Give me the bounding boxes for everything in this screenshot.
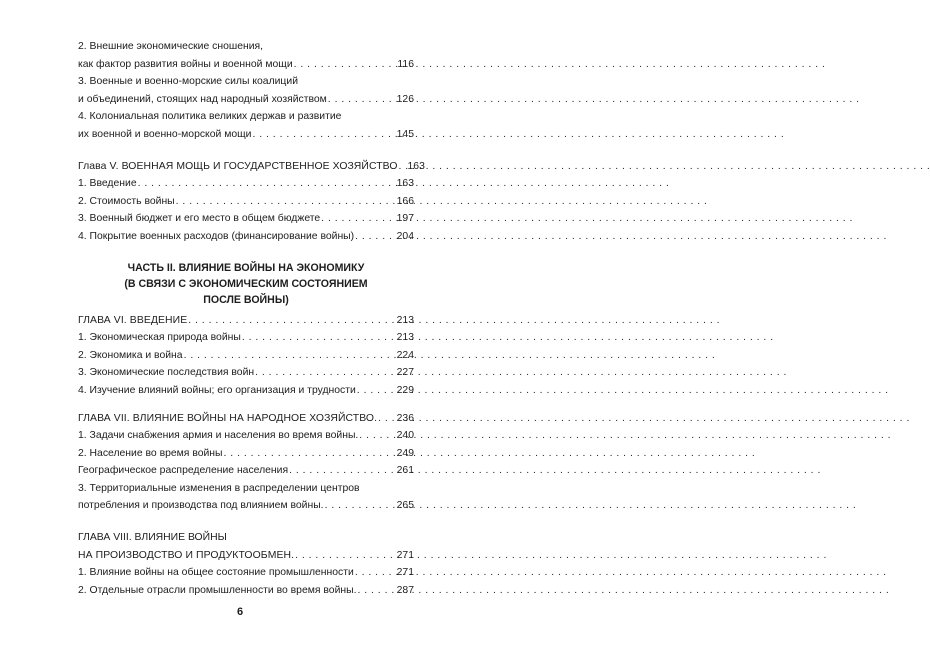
toc-entry-page: 271 bbox=[396, 567, 414, 579]
toc-item-line: 3. Военные и военно-морские силы коалиций bbox=[78, 76, 298, 88]
chapter-title: НА ПРОИЗВОДСТВО И ПРОДУКТООБМЕН. bbox=[78, 549, 295, 561]
dot-leader bbox=[188, 312, 395, 330]
part-heading-line: ЧАСТЬ II. ВЛИЯНИЕ ВОЙНЫ НА ЭКОНОМИКУ bbox=[127, 261, 365, 274]
toc-entry bbox=[78, 347, 414, 365]
toc-entry-title: 1. Введение bbox=[78, 178, 137, 190]
toc-entry-page: 163 bbox=[396, 178, 414, 190]
toc-entry-title: их военной и военно-морской мощи bbox=[78, 128, 252, 140]
toc-entry bbox=[78, 175, 414, 193]
chapter-title: ГЛАВА VI. ВВЕДЕНИЕ bbox=[78, 314, 188, 326]
toc-entry bbox=[78, 364, 414, 382]
part-heading-line: ПОСЛЕ ВОЙНЫ) bbox=[203, 293, 289, 306]
part-heading bbox=[78, 260, 414, 308]
toc-entry-title: 2. Население во время войны bbox=[78, 447, 223, 459]
toc-entry-title: 1. Задачи снабжения армия и населения во время войны. bbox=[78, 430, 359, 442]
toc-entry-page: 240 bbox=[396, 430, 414, 442]
toc-entry-title: 4. Изучение влияний войны; его организация и трудности bbox=[78, 384, 356, 396]
dot-leader bbox=[325, 497, 396, 515]
toc-entry-title: 1. Влияние войны на общее состояние промышленности bbox=[78, 567, 354, 579]
dot-leader bbox=[252, 126, 395, 144]
toc-entry-title: потребления и производства под влиянием войны. bbox=[78, 500, 324, 512]
chapter-page: 271 bbox=[396, 549, 414, 561]
toc-entry-title: Географическое распределение населения bbox=[78, 465, 289, 477]
toc-entry bbox=[78, 193, 414, 211]
toc-entry-title: 2. Экономика и война bbox=[78, 349, 183, 361]
toc-entry-page: 224 bbox=[396, 349, 414, 361]
toc-item-line: 2. Внешние экономические сношения, bbox=[78, 41, 264, 52]
dot-leader bbox=[328, 91, 396, 109]
toc-item bbox=[78, 38, 414, 73]
dot-leader bbox=[224, 445, 396, 463]
toc-entry-title: 2. Стоимость войны bbox=[78, 195, 175, 207]
dot-leader bbox=[184, 347, 396, 365]
chapter-page: 213 bbox=[396, 314, 414, 326]
toc-entry-page: 126 bbox=[396, 93, 414, 105]
toc-entry bbox=[78, 228, 414, 246]
toc-entry-page: 261 bbox=[396, 465, 414, 477]
dot-leader bbox=[294, 56, 397, 74]
toc-item bbox=[78, 480, 414, 515]
toc-entry bbox=[78, 382, 414, 400]
toc-entry-title: и объединений, стоящих над народный хозяйством bbox=[78, 93, 327, 105]
toc-entry bbox=[78, 564, 414, 582]
toc-entry bbox=[78, 462, 414, 480]
dot-leader bbox=[289, 462, 396, 480]
dot-leader bbox=[255, 364, 396, 382]
toc-item-line: 3. Территориальные изменения в распределении центров bbox=[78, 482, 360, 494]
toc-entry-page: 229 bbox=[396, 384, 414, 396]
chapter-title-line: ГЛАВА VIII. ВЛИЯНИЕ ВОЙНЫ bbox=[78, 532, 227, 544]
toc-item bbox=[78, 108, 414, 143]
page-number: 6 bbox=[236, 606, 244, 618]
chapter-heading bbox=[78, 410, 414, 428]
toc-entry-page: 197 bbox=[396, 213, 414, 225]
toc-entry-page: 166 bbox=[396, 195, 414, 207]
toc-entry-title: как фактор развития войны и военной мощи bbox=[78, 58, 293, 70]
dot-leader bbox=[355, 228, 396, 246]
dot-leader bbox=[242, 329, 396, 347]
toc-entry bbox=[78, 210, 414, 228]
toc-entry-title: 2. Отдельные отрасли промышленности во время войны. bbox=[78, 584, 357, 596]
toc-entry bbox=[78, 497, 414, 515]
chapter-page: 163 bbox=[407, 160, 425, 172]
toc-item bbox=[78, 73, 414, 108]
toc-entry bbox=[78, 126, 414, 144]
toc-entry bbox=[78, 445, 414, 463]
toc-entry-page: 287 bbox=[396, 584, 414, 596]
dot-leader bbox=[138, 175, 396, 193]
dot-leader bbox=[355, 564, 396, 582]
toc-entry-page: 213 bbox=[396, 332, 414, 344]
toc-entry bbox=[78, 427, 414, 445]
toc-entry-page: 227 bbox=[396, 367, 414, 379]
chapter-title: ГЛАВА VII. ВЛИЯНИЕ ВОЙНЫ НА НАРОДНОЕ ХОЗЯЙСТВО. bbox=[78, 412, 378, 424]
toc-entry-page: 145 bbox=[396, 128, 414, 140]
toc-entry-page: 249 bbox=[396, 447, 414, 459]
dot-leader bbox=[378, 410, 396, 428]
dot-leader bbox=[359, 427, 395, 445]
table-of-contents bbox=[78, 38, 425, 599]
toc-item-line: 4. Колониальная политика великих держав и развитие bbox=[78, 111, 342, 123]
chapter-heading bbox=[78, 158, 425, 176]
chapter-title: Глава V. ВОЕННАЯ МОЩЬ И ГОСУДАРСТВЕННОЕ ХОЗЯЙСТВО bbox=[78, 160, 398, 172]
toc-entry-title: 3. Военный бюджет и его место в общем бюджете bbox=[78, 213, 321, 225]
toc-entry-title: 4. Покрытие военных расходов (финансирование войны) bbox=[78, 230, 355, 242]
dot-leader bbox=[399, 158, 407, 176]
toc-entry bbox=[78, 329, 414, 347]
dot-leader bbox=[357, 582, 395, 600]
dot-leader bbox=[321, 210, 395, 228]
chapter-heading bbox=[78, 312, 414, 330]
part-heading-line: (В СВЯЗИ С ЭКОНОМИЧЕСКИМ СОСТОЯНИЕМ bbox=[124, 277, 368, 290]
toc-entry-title: 1. Экономическая природа войны bbox=[78, 332, 241, 344]
dot-leader bbox=[295, 547, 396, 565]
toc-entry-page: 204 bbox=[396, 230, 414, 242]
chapter-page: 236 bbox=[396, 412, 414, 424]
toc-entry-page: 116 bbox=[397, 58, 414, 70]
chapter-heading bbox=[78, 529, 414, 564]
toc-entry bbox=[78, 582, 414, 600]
chapter-entry bbox=[78, 547, 414, 565]
toc-entry bbox=[78, 56, 414, 74]
toc-entry bbox=[78, 91, 414, 109]
toc-entry-title: 3. Экономические последствия войн bbox=[78, 367, 255, 379]
dot-leader bbox=[357, 382, 396, 400]
dot-leader bbox=[176, 193, 396, 211]
toc-entry-page: 265 bbox=[396, 500, 414, 512]
